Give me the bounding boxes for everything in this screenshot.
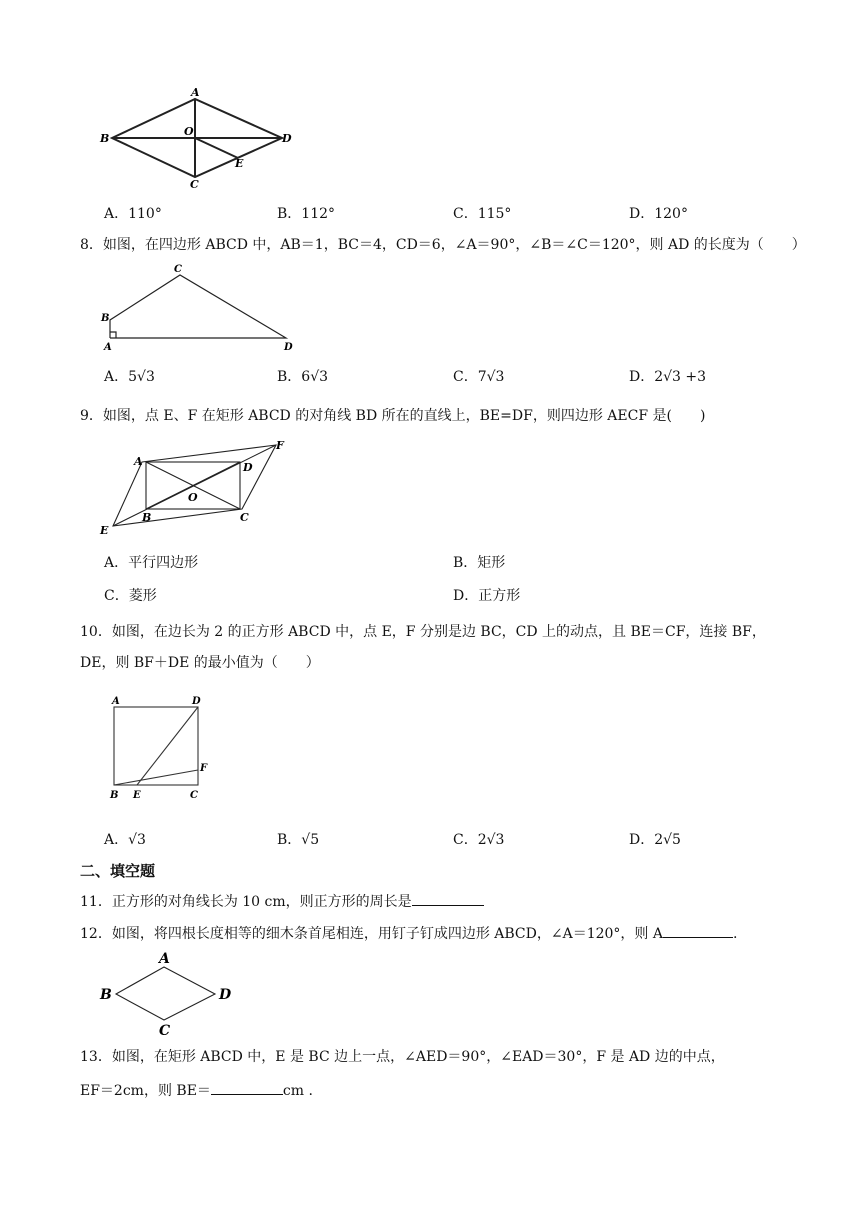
q7-label-c: C [190, 178, 199, 191]
q12-label-b: B [100, 987, 112, 1003]
q8-option-b[interactable]: B．6√3 [277, 369, 329, 385]
q9-option-b[interactable]: B．矩形 [453, 555, 506, 571]
q12-blank[interactable] [663, 921, 733, 938]
q10-label-e: E [133, 790, 141, 801]
q9-label-f: F [276, 439, 284, 452]
q10-label-a: A [112, 696, 120, 707]
q10-stem-line1: 10．如图，在边长为 2 的正方形 ABCD 中，点 E，F 分别是边 BC，CD 上的动点，且 BE＝CF，连接 BF， [80, 624, 766, 640]
q8-option-a[interactable]: A．5√3 [104, 369, 155, 385]
q13-blank[interactable] [211, 1078, 283, 1095]
q13-text-b: cm . [282, 1083, 313, 1099]
q8-label-a: A [104, 342, 112, 353]
q8-label-d: D [284, 342, 293, 353]
q7-label-a: A [191, 86, 200, 99]
q7-label-d: D [282, 132, 292, 145]
q7-label-o: O [184, 125, 194, 138]
q10-stem-line2: DE，则 BF＋DE 的最小值为（ ） [80, 655, 320, 671]
q8-label-b: B [101, 313, 110, 324]
q13-stem-line1: 13．如图，在矩形 ABCD 中，E 是 BC 边上一点，∠AED＝90°，∠EAD＝30°，F 是 AD 边的中点， [80, 1049, 725, 1065]
q10-label-c: C [190, 790, 198, 801]
section-heading: 二、填空题 [80, 862, 156, 880]
q10-option-a[interactable]: A．√3 [104, 832, 146, 848]
q8-stem: 8．如图，在四边形 ABCD 中，AB＝1，BC＝4，CD＝6，∠A＝90°，∠B＝∠C＝120°，则 AD 的长度为（ ） [80, 237, 806, 253]
q12-text: 12．如图，将四根长度相等的细木条首尾相连，用钉子钉成四边形 ABCD，∠A＝120°，则 A [80, 926, 663, 942]
q9-figure [96, 436, 296, 538]
q12-stem [80, 921, 820, 946]
q7-option-d[interactable]: D．120° [629, 206, 688, 222]
q10-option-d[interactable]: D．2√5 [629, 832, 681, 848]
q7-label-b: B [100, 132, 110, 145]
q12-label-a: A [159, 951, 170, 967]
q7-figure [95, 85, 305, 195]
q11-blank[interactable] [412, 889, 484, 906]
q10-label-b: B [110, 790, 119, 801]
q9-label-a: A [134, 455, 143, 468]
q9-label-e: E [100, 524, 109, 537]
q13-stem-line2 [80, 1078, 820, 1103]
q8-figure [98, 262, 298, 354]
q7-option-a[interactable]: A．110° [104, 206, 162, 222]
q12-label-c: C [159, 1023, 171, 1038]
q7-option-b[interactable]: B．112° [277, 206, 336, 222]
q11-text: 11．正方形的对角线长为 10 cm，则正方形的周长是 [80, 894, 412, 910]
q9-option-a[interactable]: A．平行四边形 [104, 555, 199, 571]
q10-label-f: F [200, 763, 208, 774]
q9-label-b: B [142, 511, 152, 524]
q9-label-o: O [188, 491, 198, 504]
q9-option-d[interactable]: D．正方形 [453, 588, 521, 604]
q12-figure [98, 948, 238, 1038]
q8-option-d[interactable]: D．2√3 +3 [629, 369, 707, 385]
q9-option-c[interactable]: C．菱形 [104, 588, 157, 604]
q10-label-d: D [192, 696, 201, 707]
q12-label-d: D [219, 987, 232, 1003]
q8-option-c[interactable]: C．7√3 [453, 369, 505, 385]
q7-label-e: E [235, 157, 244, 170]
q9-label-d: D [243, 461, 253, 474]
q13-text-a: EF＝2cm，则 BE＝ [80, 1083, 211, 1099]
q9-label-c: C [240, 511, 249, 524]
q9-stem: 9．如图，点 E、F 在矩形 ABCD 的对角线 BD 所在的直线上，BE=DF，则四边形 AECF 是( ) [80, 408, 706, 424]
q11-stem [80, 889, 820, 914]
q12-end: . [732, 926, 738, 942]
q10-option-b[interactable]: B．√5 [277, 832, 320, 848]
q10-option-c[interactable]: C．2√3 [453, 832, 505, 848]
q8-label-c: C [174, 264, 182, 275]
q10-figure [104, 690, 216, 806]
q7-option-c[interactable]: C．115° [453, 206, 512, 222]
